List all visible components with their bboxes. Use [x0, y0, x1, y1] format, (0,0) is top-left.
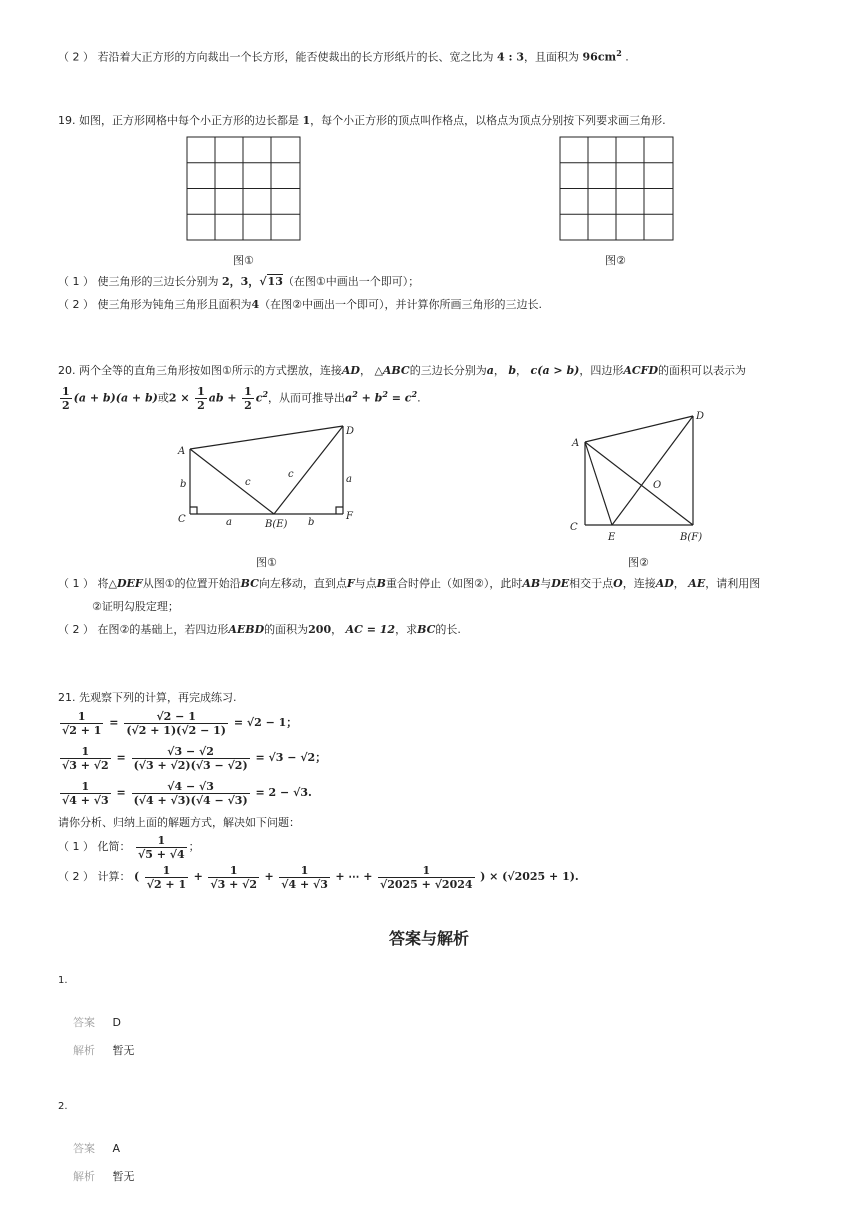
- label-D: D: [696, 411, 705, 422]
- q20-p2-d: ，求: [395, 623, 418, 636]
- plus: +: [193, 870, 203, 883]
- frac-den: 2: [197, 399, 205, 413]
- q20-O: O: [613, 577, 623, 590]
- frac-num: √2 − 1: [124, 710, 228, 724]
- q20-stem-d: ，四边形: [579, 364, 624, 377]
- q21-row-2: [58, 743, 326, 773]
- label-b-left: b: [180, 479, 187, 490]
- q18-text: 若沿着大正方形的方向裁出一个长方形，能否使裁出的长方形纸片的长、宽之比为: [97, 50, 494, 64]
- sqrt-13-radicand: 13: [267, 275, 283, 288]
- exp: 2: [352, 389, 358, 399]
- q20-p2-a: 在图②的基础上，若四边形: [97, 623, 229, 636]
- ellipsis: + ⋯ +: [335, 870, 373, 883]
- frac-num: √4 − √3: [132, 780, 250, 794]
- result: = 2 − √3.: [255, 786, 312, 799]
- frac-den: 2: [62, 399, 70, 413]
- frac-num: 1: [378, 864, 475, 878]
- q20-fig2-caption: 图②: [628, 556, 649, 569]
- frac-den: √2 + 1: [146, 877, 187, 891]
- fraction: [60, 710, 103, 737]
- q19-one: 1: [302, 114, 311, 127]
- q20-p2-e: 的长.: [435, 623, 461, 636]
- part-marker: （ 1 ）: [58, 275, 94, 288]
- q20-figure-1: [170, 418, 370, 538]
- q18-area: 96cm: [582, 50, 617, 64]
- fraction-half: [242, 385, 254, 412]
- part-marker: （ 2 ）: [58, 870, 94, 883]
- q20-DE: DE: [551, 577, 570, 590]
- q20-AE: AE: [688, 577, 706, 590]
- label-b-bottom: b: [308, 517, 315, 528]
- q20-p1-a: 将: [97, 577, 109, 590]
- label-a-right: a: [346, 474, 352, 485]
- q20-F: F: [346, 577, 355, 590]
- label-a-bottom: a: [226, 517, 232, 528]
- q20-part2: [58, 622, 461, 638]
- q20-a: a: [486, 364, 494, 377]
- frac-num: 1: [60, 710, 103, 724]
- q20-stem-line1: 20. 两个全等的直角三角形按如图①所示的方式摆放，连接AD， △ABC的三边长分别为a， b， c(a > b)，四边形ACFD的面积可以表示为: [58, 364, 746, 377]
- fraction: [60, 780, 111, 807]
- analysis-value: 暂无: [112, 1170, 135, 1183]
- q21-part1-text: 化简：: [97, 840, 131, 853]
- q20-stem-e: 的面积可以表示为: [658, 364, 746, 377]
- q20-fig1-caption: 图①: [256, 556, 277, 569]
- comma: ，: [673, 577, 685, 590]
- fraction: [132, 780, 250, 807]
- q19-fig1-caption: 图①: [233, 254, 254, 267]
- q20-f2c: c: [255, 391, 263, 405]
- q19-part2-text: 使三角形为钝角三角形且面积为: [97, 298, 252, 311]
- q20-p1-i: ，请利用图: [705, 577, 761, 590]
- q19-part2-tail: （在图②中画出一个即可），并计算你所画三角形的三边长.: [259, 298, 543, 311]
- q21-part2: [58, 862, 579, 892]
- answer-value: D: [112, 1016, 121, 1029]
- label-BF: B(F): [680, 532, 703, 543]
- fraction: [208, 864, 259, 891]
- frac-num: 1: [60, 745, 111, 759]
- q20-res-a: a: [345, 391, 353, 405]
- q20-f1: (a + b)(a + b): [73, 391, 158, 405]
- q18-part2: [58, 45, 629, 66]
- frac-num: 1: [136, 834, 187, 848]
- q20-tri: △ABC: [374, 364, 410, 377]
- frac-den: √4 + √3: [281, 877, 328, 891]
- answers-heading: 答案与解析: [389, 929, 470, 948]
- label-C: C: [178, 514, 186, 525]
- q21-part2-text: 计算：: [97, 870, 131, 883]
- q20-p1-c: 向左移动，直到点: [258, 577, 347, 590]
- label-A: A: [178, 446, 186, 457]
- q19-stem: [58, 113, 666, 129]
- answer-1-number: 1.: [58, 975, 68, 986]
- q20-AB: AB: [522, 577, 541, 590]
- q21-row-1: [58, 708, 297, 738]
- equals: =: [116, 786, 126, 799]
- plus: +: [264, 870, 274, 883]
- q21-instructions: 请你分析、归纳上面的解题方式，解决如下问题：: [58, 816, 300, 829]
- q19-part1-tail: （在图①中画出一个即可）；: [282, 275, 420, 288]
- frac-den: √3 + √2: [62, 758, 109, 772]
- part-marker: （ 1 ）: [58, 577, 94, 590]
- result: = √2 − 1；: [233, 716, 298, 729]
- fraction-half: [60, 385, 72, 412]
- paren-open: (: [134, 870, 140, 883]
- q21-row-3: [58, 778, 312, 808]
- q19-part1-vals: 2，3，: [222, 275, 260, 288]
- label-E: E: [608, 532, 616, 543]
- q19-part1-text: 使三角形的三边长分别为: [97, 275, 219, 288]
- frac-num: 1: [197, 385, 205, 399]
- q18-text-b: ，且面积为: [524, 50, 580, 64]
- q20-res-end: .: [417, 391, 421, 405]
- q20-stem-a: 20. 两个全等的直角三角形按如图①所示的方式摆放，连接: [58, 364, 342, 377]
- analysis-value: 暂无: [112, 1044, 135, 1057]
- fraction: [132, 745, 250, 772]
- q19-part2-val: 4: [251, 298, 260, 311]
- q21-stem: 21. 先观察下列的计算，再完成练习.: [58, 691, 237, 704]
- label-c-1: c: [245, 477, 251, 488]
- q20-AD: AD: [341, 364, 360, 377]
- frac-den: √2025 + √2024: [379, 877, 473, 891]
- q20-p1-d: 与点: [354, 577, 377, 590]
- q20-f2b: ab +: [208, 391, 237, 405]
- q20-B: B: [376, 577, 386, 590]
- frac-num: 1: [244, 385, 252, 399]
- answer-2-number: 2.: [58, 1101, 68, 1112]
- frac-num: 1: [145, 864, 188, 878]
- answer-1-analysis-row: [73, 1043, 135, 1059]
- q19-stem-text: 19. 如图，正方形网格中每个小正方形的边长都是: [58, 114, 299, 127]
- frac-num: 1: [208, 864, 259, 878]
- q20-p1-g: 相交于点: [569, 577, 614, 590]
- answer-2-analysis-row: [73, 1169, 135, 1185]
- fraction: [378, 864, 475, 891]
- part-marker: （ 1 ）: [58, 840, 94, 853]
- q20-p1-f: 与: [540, 577, 552, 590]
- q20-p2-c: ，: [331, 623, 343, 636]
- q20-BC: BC: [240, 577, 259, 590]
- q20-stem-b: ，: [359, 364, 371, 377]
- answer-1-row: [73, 1015, 121, 1031]
- fraction: [60, 745, 111, 772]
- analysis-label: 解析: [73, 1044, 95, 1057]
- q19-fig2-caption: 图②: [605, 254, 626, 267]
- q19-stem-tail: ，每个小正方形的顶点叫作格点，以格点为顶点分别按下列要求画三角形.: [310, 114, 666, 127]
- q20-stem-c: 的三边长分别为: [409, 364, 487, 377]
- frac-num: 1: [279, 864, 330, 878]
- q20-res-b: + b: [357, 391, 383, 405]
- frac-den: (√3 + √2)(√3 − √2): [133, 758, 248, 772]
- q18-end: .: [625, 50, 629, 64]
- answer-2-row: [73, 1141, 120, 1157]
- q20-p1-e: 重合时停止（如图②），此时: [385, 577, 523, 590]
- q20-f2a: 2 ×: [168, 391, 190, 405]
- q20-quad: ACFD: [623, 364, 658, 377]
- part-marker: （ 2 ）: [58, 623, 94, 636]
- label-c-2: c: [288, 469, 294, 480]
- q20-part1: [58, 576, 760, 592]
- frac-num: 1: [60, 780, 111, 794]
- q19-part2: [58, 297, 542, 313]
- q20-AC: AC = 12: [345, 623, 396, 636]
- analysis-label: 解析: [73, 1170, 95, 1183]
- paren-close: ) × (√2025 + 1).: [480, 870, 579, 883]
- q20-p1-h: ，连接: [622, 577, 656, 590]
- q20-b: b: [508, 364, 517, 377]
- q20-figure-2: [566, 404, 716, 546]
- equals: =: [109, 716, 119, 729]
- frac-den: √5 + √4: [138, 847, 185, 861]
- q20-AEBD: AEBD: [228, 623, 265, 636]
- fraction: [136, 834, 187, 861]
- fraction: [145, 864, 188, 891]
- frac-num: 1: [62, 385, 70, 399]
- q19-part1: [58, 274, 419, 290]
- q20-BC2: BC: [417, 623, 436, 636]
- frac-den: (√4 + √3)(√4 − √3): [133, 793, 248, 807]
- q18-area-exp: 2: [616, 48, 622, 58]
- answer-value: A: [112, 1142, 121, 1155]
- q20-stem-line2: [58, 380, 421, 413]
- label-BE: B(E): [265, 519, 288, 530]
- part-marker: （ 2 ）: [58, 298, 94, 311]
- equals: =: [116, 751, 126, 764]
- q20-p2-b: 的面积为: [264, 623, 309, 636]
- result: = √3 − √2；: [255, 751, 327, 764]
- frac-den: √3 + √2: [210, 877, 258, 891]
- answer-label: 答案: [73, 1142, 95, 1155]
- q20-AD2: AD: [655, 577, 674, 590]
- q18-ratio: 4 : 3: [497, 50, 525, 64]
- q19-grid-figure-1: [186, 136, 302, 242]
- exp: 2: [411, 389, 418, 399]
- answer-label: 答案: [73, 1016, 95, 1029]
- q20-DEF: △DEF: [108, 577, 143, 590]
- label-C: C: [570, 522, 578, 533]
- part-marker: （ 2 ）: [58, 50, 94, 64]
- exp: 2: [382, 389, 388, 399]
- frac-den: 2: [244, 399, 252, 413]
- sqrt-13: √13: [259, 275, 283, 288]
- semicolon: ；: [188, 840, 200, 853]
- q20-p1-b: 从图①的位置开始沿: [142, 577, 241, 590]
- fraction: [124, 710, 228, 737]
- q20-area: 200: [308, 623, 332, 636]
- q20-or: 或: [157, 391, 169, 405]
- label-O: O: [653, 480, 662, 491]
- label-A: A: [572, 438, 580, 449]
- fraction: [279, 864, 330, 891]
- q20-stem-f: ，从而可推导出: [268, 391, 346, 405]
- q20-res-c: = c: [387, 391, 412, 405]
- label-F: F: [346, 511, 353, 522]
- q19-grid-figure-2: [559, 136, 675, 242]
- label-D: D: [346, 426, 355, 437]
- frac-num: √3 − √2: [132, 745, 250, 759]
- frac-den: (√2 + 1)(√2 − 1): [126, 723, 226, 737]
- q20-c-cond: c(a > b): [530, 364, 580, 377]
- frac-den: √4 + √3: [62, 793, 109, 807]
- q20-part1-line2: ②证明勾股定理；: [92, 600, 179, 613]
- exp: 2: [262, 389, 269, 399]
- frac-den: √2 + 1: [62, 723, 102, 737]
- fraction-half: [195, 385, 207, 412]
- q21-part1: [58, 832, 200, 862]
